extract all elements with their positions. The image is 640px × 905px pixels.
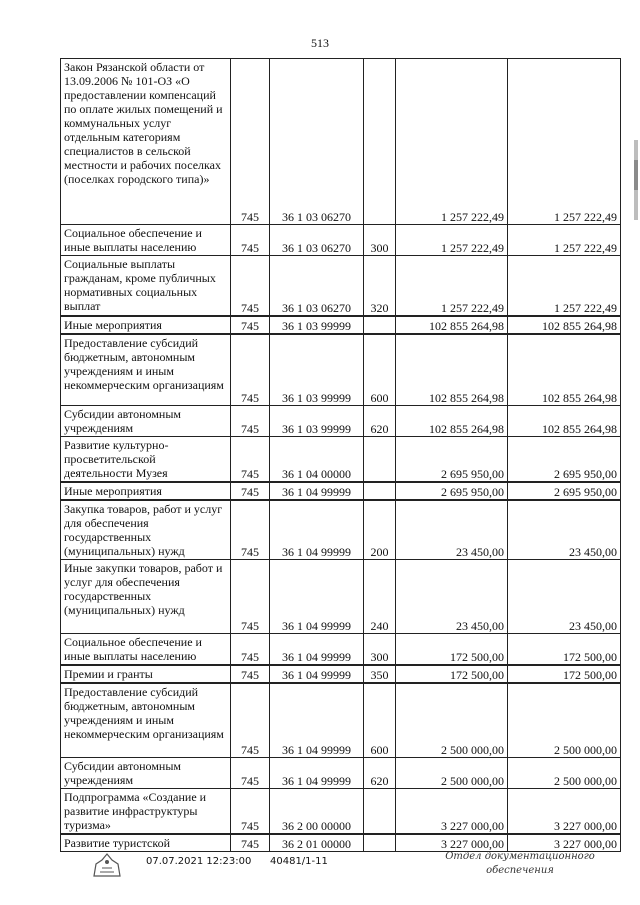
sum-executed: 1 257 222,49 [508,59,621,225]
sum-plan: 1 257 222,49 [396,256,508,316]
expense-type: 320 [364,256,396,316]
sum-executed: 2 500 000,00 [508,683,621,757]
page-footer [0,850,640,900]
sum-executed: 3 227 000,00 [508,788,621,834]
expense-type [364,59,396,225]
expense-type: 200 [364,500,396,560]
sum-plan: 172 500,00 [396,665,508,683]
expense-type: 620 [364,406,396,437]
expense-type: 600 [364,683,396,757]
page-number: 513 [311,36,329,50]
sum-plan: 102 855 264,98 [396,316,508,334]
ministry-code: 745 [231,482,270,500]
row-name: Субсидии автономным учреждениям [61,757,231,788]
row-name: Социальное обеспечение и иные выплаты населению [61,225,231,256]
target-article: 36 1 04 99999 [270,482,364,500]
sum-executed: 172 500,00 [508,634,621,666]
target-article: 36 1 03 06270 [270,225,364,256]
ministry-code: 745 [231,683,270,757]
expense-type: 600 [364,334,396,406]
table-row [61,316,621,334]
table-row [61,634,621,666]
sum-plan: 172 500,00 [396,634,508,666]
row-name: Социальное обеспечение и иные выплаты населению [61,634,231,666]
table-body [61,59,621,852]
ministry-code: 745 [231,334,270,406]
row-name: Иные мероприятия [61,482,231,500]
sum-executed: 23 450,00 [508,500,621,560]
table-row [61,256,621,316]
sum-plan: 102 855 264,98 [396,334,508,406]
expense-type: 300 [364,225,396,256]
expense-type: 620 [364,757,396,788]
table-row [61,683,621,757]
sum-plan: 23 450,00 [396,560,508,634]
row-name: Подпрограмма «Создание и развитие инфраструктуры туризма» [61,788,231,834]
expense-type [364,788,396,834]
row-name: Развитие культурно-просветительской деятельности Музея [61,437,231,483]
sum-plan: 3 227 000,00 [396,788,508,834]
target-article: 36 1 04 99999 [270,665,364,683]
ministry-code: 745 [231,757,270,788]
target-article: 36 1 04 99999 [270,500,364,560]
ministry-code: 745 [231,788,270,834]
ministry-code: 745 [231,634,270,666]
target-article: 36 1 03 99999 [270,316,364,334]
sum-plan: 1 257 222,49 [396,225,508,256]
table-row [61,834,621,852]
table-row [61,482,621,500]
table-row [61,406,621,437]
budget-table [60,58,621,852]
row-name: Премии и гранты [61,665,231,683]
sum-executed: 102 855 264,98 [508,334,621,406]
sum-executed: 2 500 000,00 [508,757,621,788]
department-stamp [430,850,610,878]
sum-plan: 2 695 950,00 [396,482,508,500]
ministry-code: 745 [231,316,270,334]
table-row [61,225,621,256]
sum-executed: 3 227 000,00 [508,834,621,852]
document-number: 40481/1-11 [270,856,328,867]
table-row [61,788,621,834]
expense-type: 350 [364,665,396,683]
row-name: Предоставление субсидий бюджетным, автономным учреждениям и иным некоммерческим организациям [61,683,231,757]
table-row [61,500,621,560]
target-article: 36 1 03 06270 [270,256,364,316]
registration-date: 07.07.2021 12:23:00 [146,856,252,867]
target-article: 36 1 03 99999 [270,334,364,406]
row-name: Закон Рязанской области от 13.09.2006 № 101-ОЗ «О предоставлении компенсаций по оплате жилых помещений и коммунальных услуг отдельным категориям специалистов в сельской местности и рабочих поселках (поселках городского типа)» [61,59,231,225]
table-row [61,59,621,225]
table-row [61,334,621,406]
row-name: Закупка товаров, работ и услуг для обеспечения государственных (муниципальных) нужд [61,500,231,560]
expense-type [364,316,396,334]
target-article: 36 1 04 00000 [270,437,364,483]
target-article: 36 1 03 99999 [270,406,364,437]
ministry-code: 745 [231,256,270,316]
sum-executed: 1 257 222,49 [508,256,621,316]
sum-executed: 102 855 264,98 [508,316,621,334]
ministry-code: 745 [231,665,270,683]
sum-plan: 2 500 000,00 [396,757,508,788]
row-name: Социальные выплаты гражданам, кроме публичных нормативных социальных выплат [61,256,231,316]
target-article: 36 2 00 00000 [270,788,364,834]
ministry-code: 745 [231,225,270,256]
sum-executed: 2 695 950,00 [508,482,621,500]
ministry-code: 745 [231,500,270,560]
expense-type: 300 [364,634,396,666]
sum-executed: 1 257 222,49 [508,225,621,256]
stamp-line-2: обеспечения [486,865,554,876]
ministry-code: 745 [231,59,270,225]
table-row [61,560,621,634]
sum-plan: 2 500 000,00 [396,683,508,757]
target-article: 36 1 04 99999 [270,560,364,634]
target-article: 36 1 04 99999 [270,634,364,666]
expense-type: 240 [364,560,396,634]
ministry-code: 745 [231,560,270,634]
expense-type [364,834,396,852]
row-name: Развитие туристской [61,834,231,852]
target-article: 36 1 04 99999 [270,757,364,788]
sum-executed: 23 450,00 [508,560,621,634]
ministry-code: 745 [231,437,270,483]
ministry-code: 745 [231,406,270,437]
table-row [61,665,621,683]
row-name: Иные закупки товаров, работ и услуг для обеспечения государственных (муниципальных) нужд [61,560,231,634]
table-row [61,437,621,483]
sum-plan: 2 695 950,00 [396,437,508,483]
ministry-code: 745 [231,834,270,852]
target-article: 36 1 03 06270 [270,59,364,225]
sum-executed: 102 855 264,98 [508,406,621,437]
scan-margin-marks [632,140,640,220]
sum-executed: 172 500,00 [508,665,621,683]
sum-plan: 3 227 000,00 [396,834,508,852]
row-name: Субсидии автономным учреждениям [61,406,231,437]
sum-plan: 1 257 222,49 [396,59,508,225]
row-name: Предоставление субсидий бюджетным, автономным учреждениям и иным некоммерческим организациям [61,334,231,406]
target-article: 36 1 04 99999 [270,683,364,757]
target-article: 36 2 01 00000 [270,834,364,852]
sum-plan: 23 450,00 [396,500,508,560]
sum-plan: 102 855 264,98 [396,406,508,437]
expense-type [364,437,396,483]
sum-executed: 2 695 950,00 [508,437,621,483]
table-row [61,757,621,788]
expense-type [364,482,396,500]
stamp-line-1: Отдел документационного [445,851,595,862]
row-name: Иные мероприятия [61,316,231,334]
coat-of-arms-icon [90,850,124,880]
